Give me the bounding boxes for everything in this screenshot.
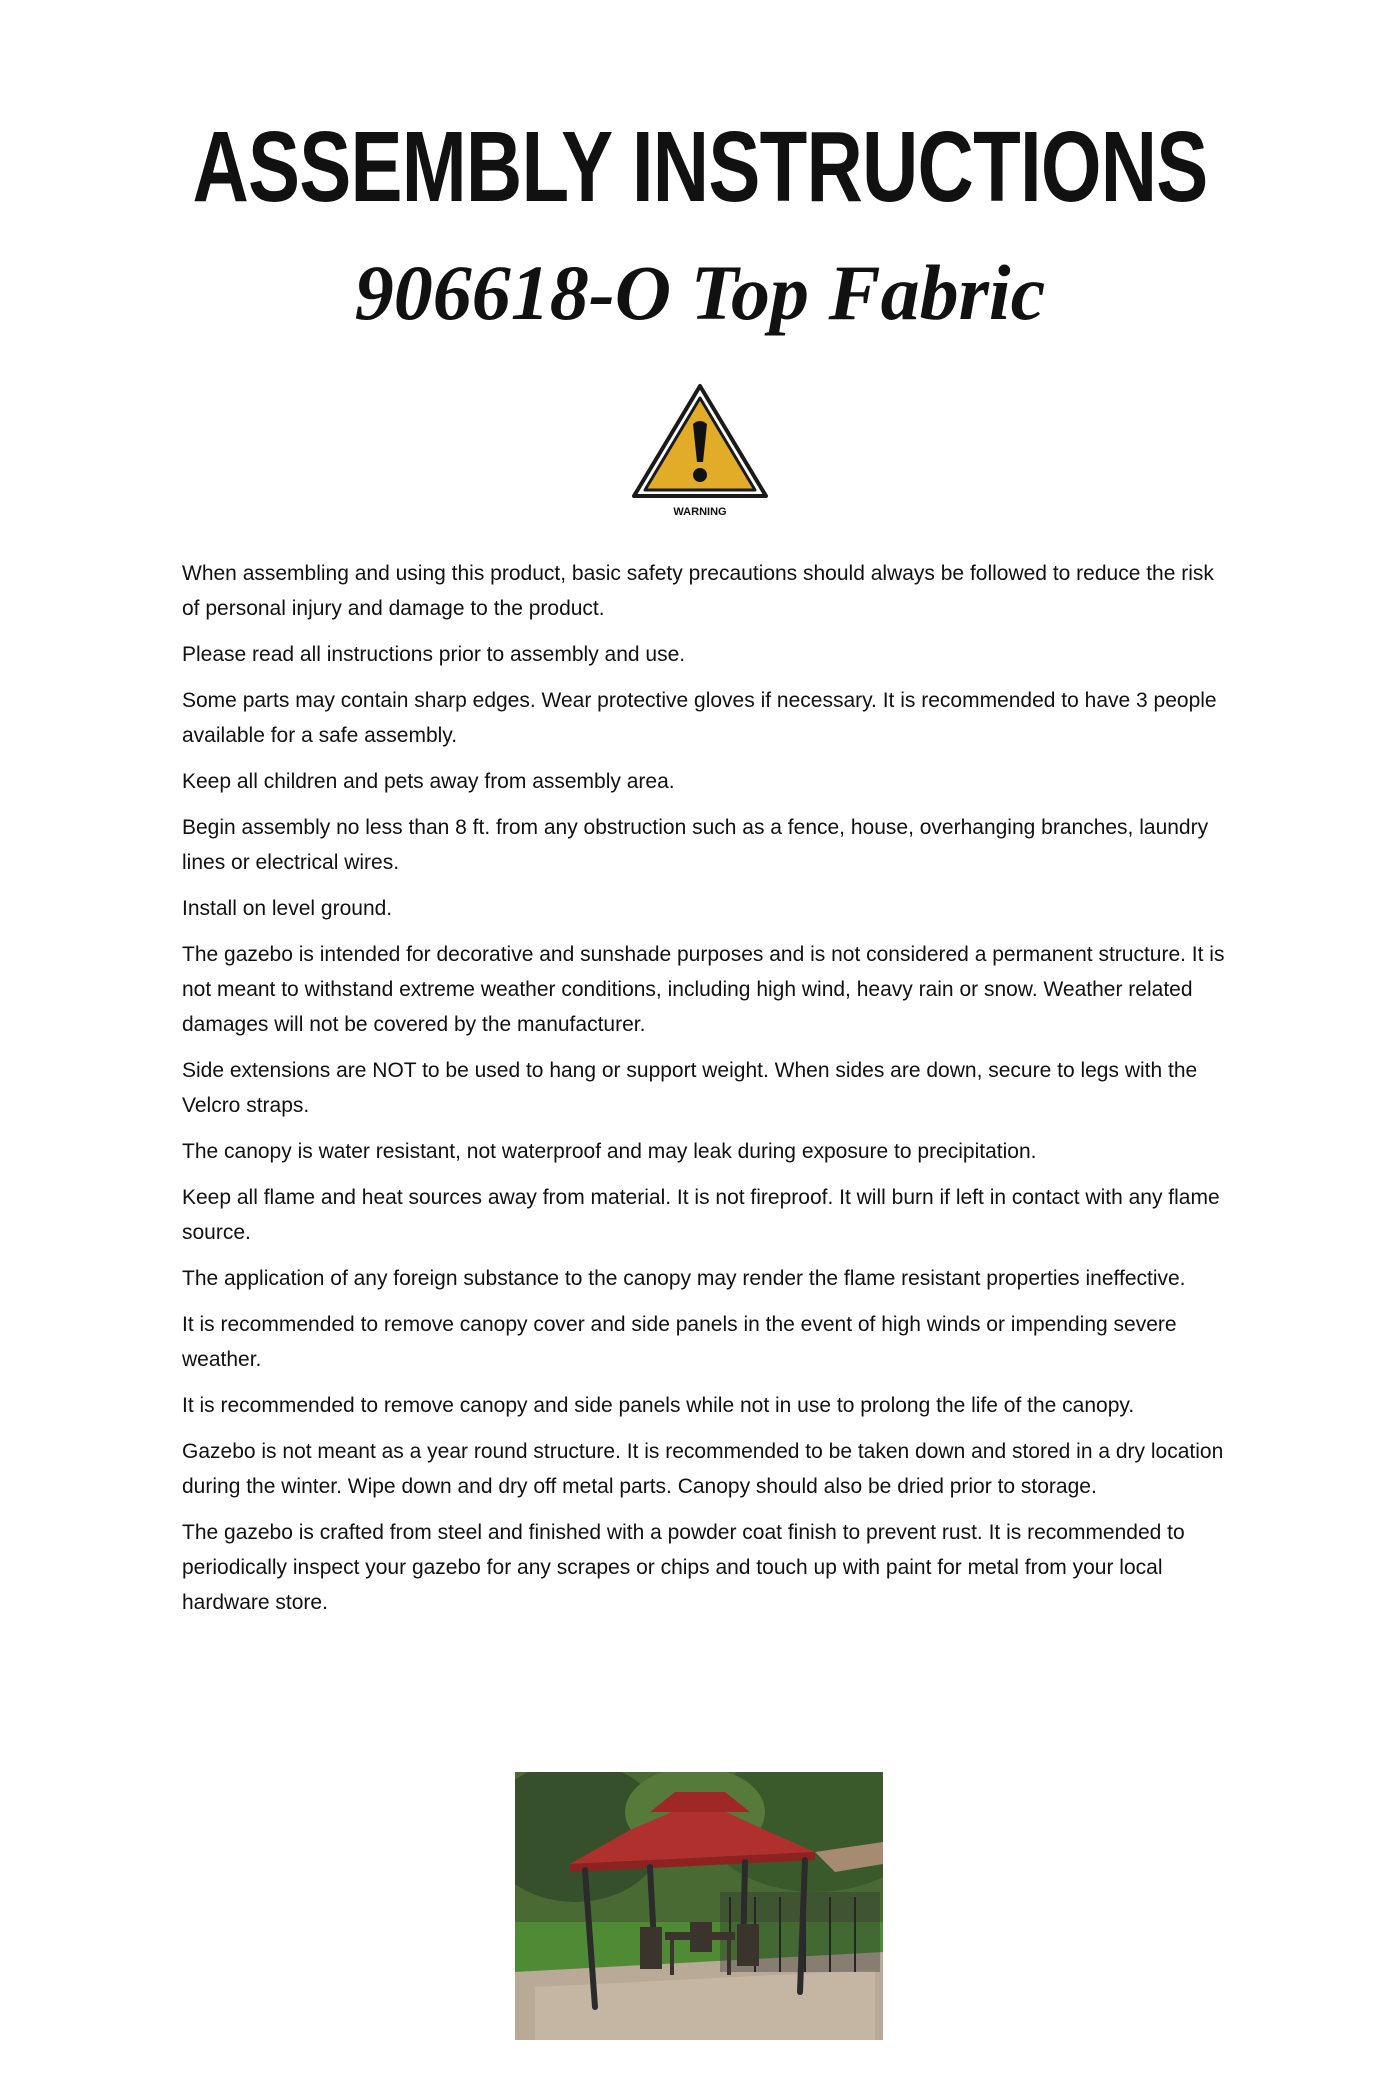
- instruction-paragraph: It is recommended to remove canopy and side panels while not in use to prolong the life of the canopy.: [182, 1394, 1135, 1417]
- instruction-paragraph: Install on level ground.: [182, 897, 393, 920]
- warning-sign: [630, 382, 770, 522]
- instruction-paragraph: The canopy is water resistant, not waterproof and may leak during exposure to precipitation.: [182, 1140, 1037, 1163]
- safety-instructions: [182, 556, 1232, 1631]
- warning-label: WARNING: [673, 506, 727, 518]
- instruction-paragraph: Please read all instructions prior to assembly and use.: [182, 643, 686, 666]
- page-title: ASSEMBLY INSTRUCTIONS: [192, 111, 1208, 223]
- warning-triangle-icon: [630, 382, 770, 502]
- instruction-paragraph: Keep all flame and heat sources away from material. It is not fireproof. It will burn if left in contact with any flame source.: [182, 1186, 1220, 1244]
- instruction-paragraph: Side extensions are NOT to be used to hang or support weight. When sides are down, secure to legs with the Velcro straps.: [182, 1059, 1198, 1117]
- instruction-paragraph: The application of any foreign substance to the canopy may render the flame resistant properties ineffective.: [182, 1267, 1186, 1290]
- instruction-paragraph: When assembling and using this product, basic safety precautions should always be followed to reduce the risk of personal injury and damage to the product.: [182, 562, 1214, 620]
- instruction-paragraph: Begin assembly no less than 8 ft. from any obstruction such as a fence, house, overhanging branches, laundry lines or electrical wires.: [182, 816, 1209, 874]
- instruction-paragraph: The gazebo is intended for decorative and sunshade purposes and is not considered a permanent structure. It is not meant to withstand extreme weather conditions, including high wind, heavy rain or snow. Weather related damages will not be covered by the manufacturer.: [182, 943, 1225, 1036]
- instruction-paragraph: Keep all children and pets away from assembly area.: [182, 770, 675, 793]
- instruction-paragraph: The gazebo is crafted from steel and finished with a powder coat finish to prevent rust. It is recommended to periodically inspect your gazebo for any scrapes or chips and touch up with paint for metal from your local hardware store.: [182, 1521, 1185, 1614]
- page-subtitle: 906618-O Top Fabric: [354, 249, 1046, 336]
- gazebo-photo: [515, 1772, 883, 2040]
- instruction-paragraph: Some parts may contain sharp edges. Wear protective gloves if necessary. It is recommended to have 3 people available for a safe assembly.: [182, 689, 1217, 747]
- instruction-paragraph: It is recommended to remove canopy cover and side panels in the event of high winds or impending severe weather.: [182, 1313, 1177, 1371]
- instruction-paragraph: Gazebo is not meant as a year round structure. It is recommended to be taken down and stored in a dry location during the winter. Wipe down and dry off metal parts. Canopy should also be dried prior to storage.: [182, 1440, 1224, 1498]
